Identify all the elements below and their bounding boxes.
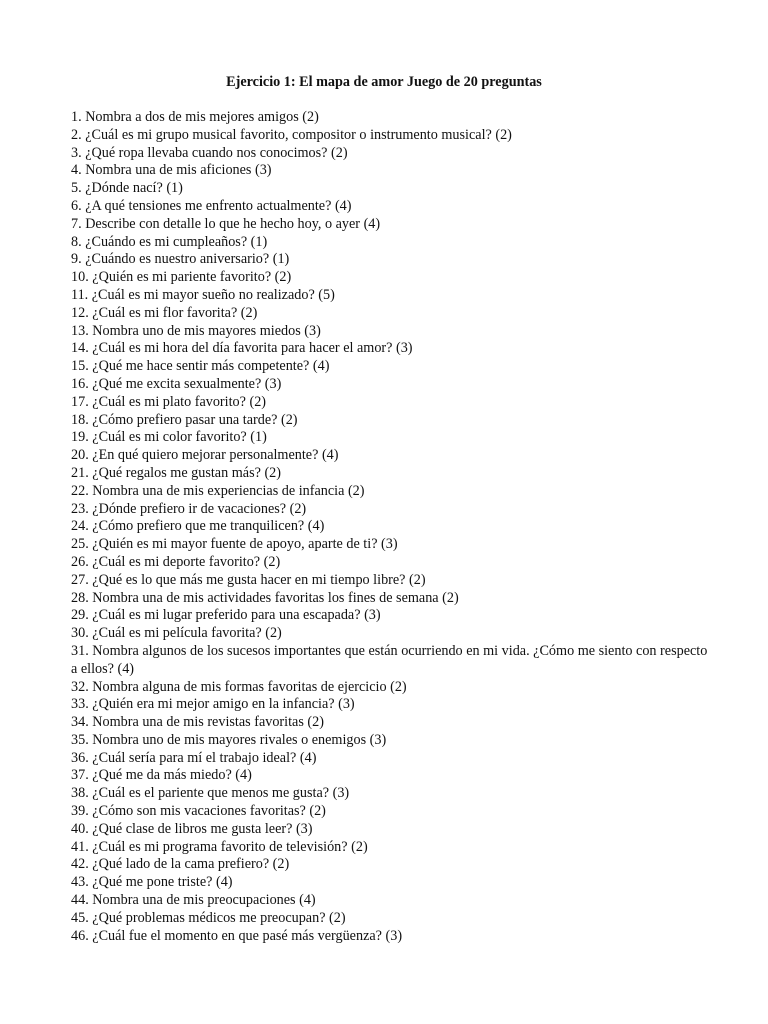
question-item: 6. ¿A qué tensiones me enfrento actualmente? (4) xyxy=(71,197,352,214)
question-item: 46. ¿Cuál fue el momento en que pasé más vergüenza? (3) xyxy=(71,927,403,944)
question-item: 30. ¿Cuál es mi película favorita? (2) xyxy=(71,625,282,642)
question-item: 15. ¿Qué me hace sentir más competente? (4) xyxy=(71,358,330,375)
question-item: 12. ¿Cuál es mi flor favorita? (2) xyxy=(71,304,258,321)
question-item: 19. ¿Cuál es mi color favorito? (1) xyxy=(71,429,267,446)
question-item: 17. ¿Cuál es mi plato favorito? (2) xyxy=(71,393,267,410)
question-list xyxy=(71,109,711,945)
document-title: Ejercicio 1: El mapa de amor Juego de 20 preguntas xyxy=(226,74,542,90)
question-item: 31. Nombra algunos de los sucesos importantes que están ocurriendo en mi vida. ¿Cómo me siento con respecto a ellos? (4) xyxy=(71,642,708,677)
question-item: 35. Nombra uno de mis mayores rivales o enemigos (3) xyxy=(71,731,387,748)
question-item: 5. ¿Dónde nací? (1) xyxy=(71,180,183,197)
question-item: 32. Nombra alguna de mis formas favoritas de ejercicio (2) xyxy=(71,678,407,695)
question-item: 40. ¿Qué clase de libros me gusta leer? (3) xyxy=(71,820,313,837)
question-item: 36. ¿Cuál sería para mí el trabajo ideal? (4) xyxy=(71,749,317,766)
question-item: 41. ¿Cuál es mi programa favorito de televisión? (2) xyxy=(71,838,368,855)
question-item: 42. ¿Qué lado de la cama prefiero? (2) xyxy=(71,856,290,873)
question-item: 11. ¿Cuál es mi mayor sueño no realizado? (5) xyxy=(71,286,335,303)
question-item: 38. ¿Cuál es el pariente que menos me gusta? (3) xyxy=(71,785,350,802)
question-item: 43. ¿Qué me pone triste? (4) xyxy=(71,874,233,891)
question-item: 29. ¿Cuál es mi lugar preferido para una escapada? (3) xyxy=(71,607,381,624)
question-item: 34. Nombra una de mis revistas favoritas (2) xyxy=(71,714,324,731)
question-item: 28. Nombra una de mis actividades favoritas los fines de semana (2) xyxy=(71,589,459,606)
question-item: 4. Nombra una de mis aficiones (3) xyxy=(71,162,272,179)
question-item: 7. Describe con detalle lo que he hecho hoy, o ayer (4) xyxy=(71,215,381,232)
question-item: 13. Nombra uno de mis mayores miedos (3) xyxy=(71,322,321,339)
question-item: 33. ¿Quién era mi mejor amigo en la infancia? (3) xyxy=(71,696,355,713)
question-item: 14. ¿Cuál es mi hora del día favorita para hacer el amor? (3) xyxy=(71,340,413,357)
question-item: 22. Nombra una de mis experiencias de infancia (2) xyxy=(71,482,365,499)
question-item: 27. ¿Qué es lo que más me gusta hacer en mi tiempo libre? (2) xyxy=(71,571,426,588)
question-item: 23. ¿Dónde prefiero ir de vacaciones? (2) xyxy=(71,500,307,517)
question-item: 21. ¿Qué regalos me gustan más? (2) xyxy=(71,464,281,481)
question-item: 20. ¿En qué quiero mejorar personalmente? (4) xyxy=(71,447,339,464)
question-item: 2. ¿Cuál es mi grupo musical favorito, compositor o instrumento musical? (2) xyxy=(71,126,512,143)
question-item: 18. ¿Cómo prefiero pasar una tarde? (2) xyxy=(71,411,298,428)
question-item: 45. ¿Qué problemas médicos me preocupan? (2) xyxy=(71,909,346,926)
question-item: 10. ¿Quién es mi pariente favorito? (2) xyxy=(71,269,292,286)
question-item: 9. ¿Cuándo es nuestro aniversario? (1) xyxy=(71,251,290,268)
question-item: 39. ¿Cómo son mis vacaciones favoritas? (2) xyxy=(71,803,326,820)
question-item: 1. Nombra a dos de mis mejores amigos (2) xyxy=(71,109,319,125)
question-item: 8. ¿Cuándo es mi cumpleaños? (1) xyxy=(71,233,268,250)
question-item: 37. ¿Qué me da más miedo? (4) xyxy=(71,767,252,784)
question-item: 3. ¿Qué ropa llevaba cuando nos conocimos? (2) xyxy=(71,144,348,161)
question-item: 16. ¿Qué me excita sexualmente? (3) xyxy=(71,375,282,392)
question-item: 24. ¿Cómo prefiero que me tranquilicen? (4) xyxy=(71,518,325,535)
question-item: 44. Nombra una de mis preocupaciones (4) xyxy=(71,892,316,909)
question-item: 25. ¿Quién es mi mayor fuente de apoyo, aparte de ti? (3) xyxy=(71,536,398,553)
question-item: 26. ¿Cuál es mi deporte favorito? (2) xyxy=(71,553,281,570)
